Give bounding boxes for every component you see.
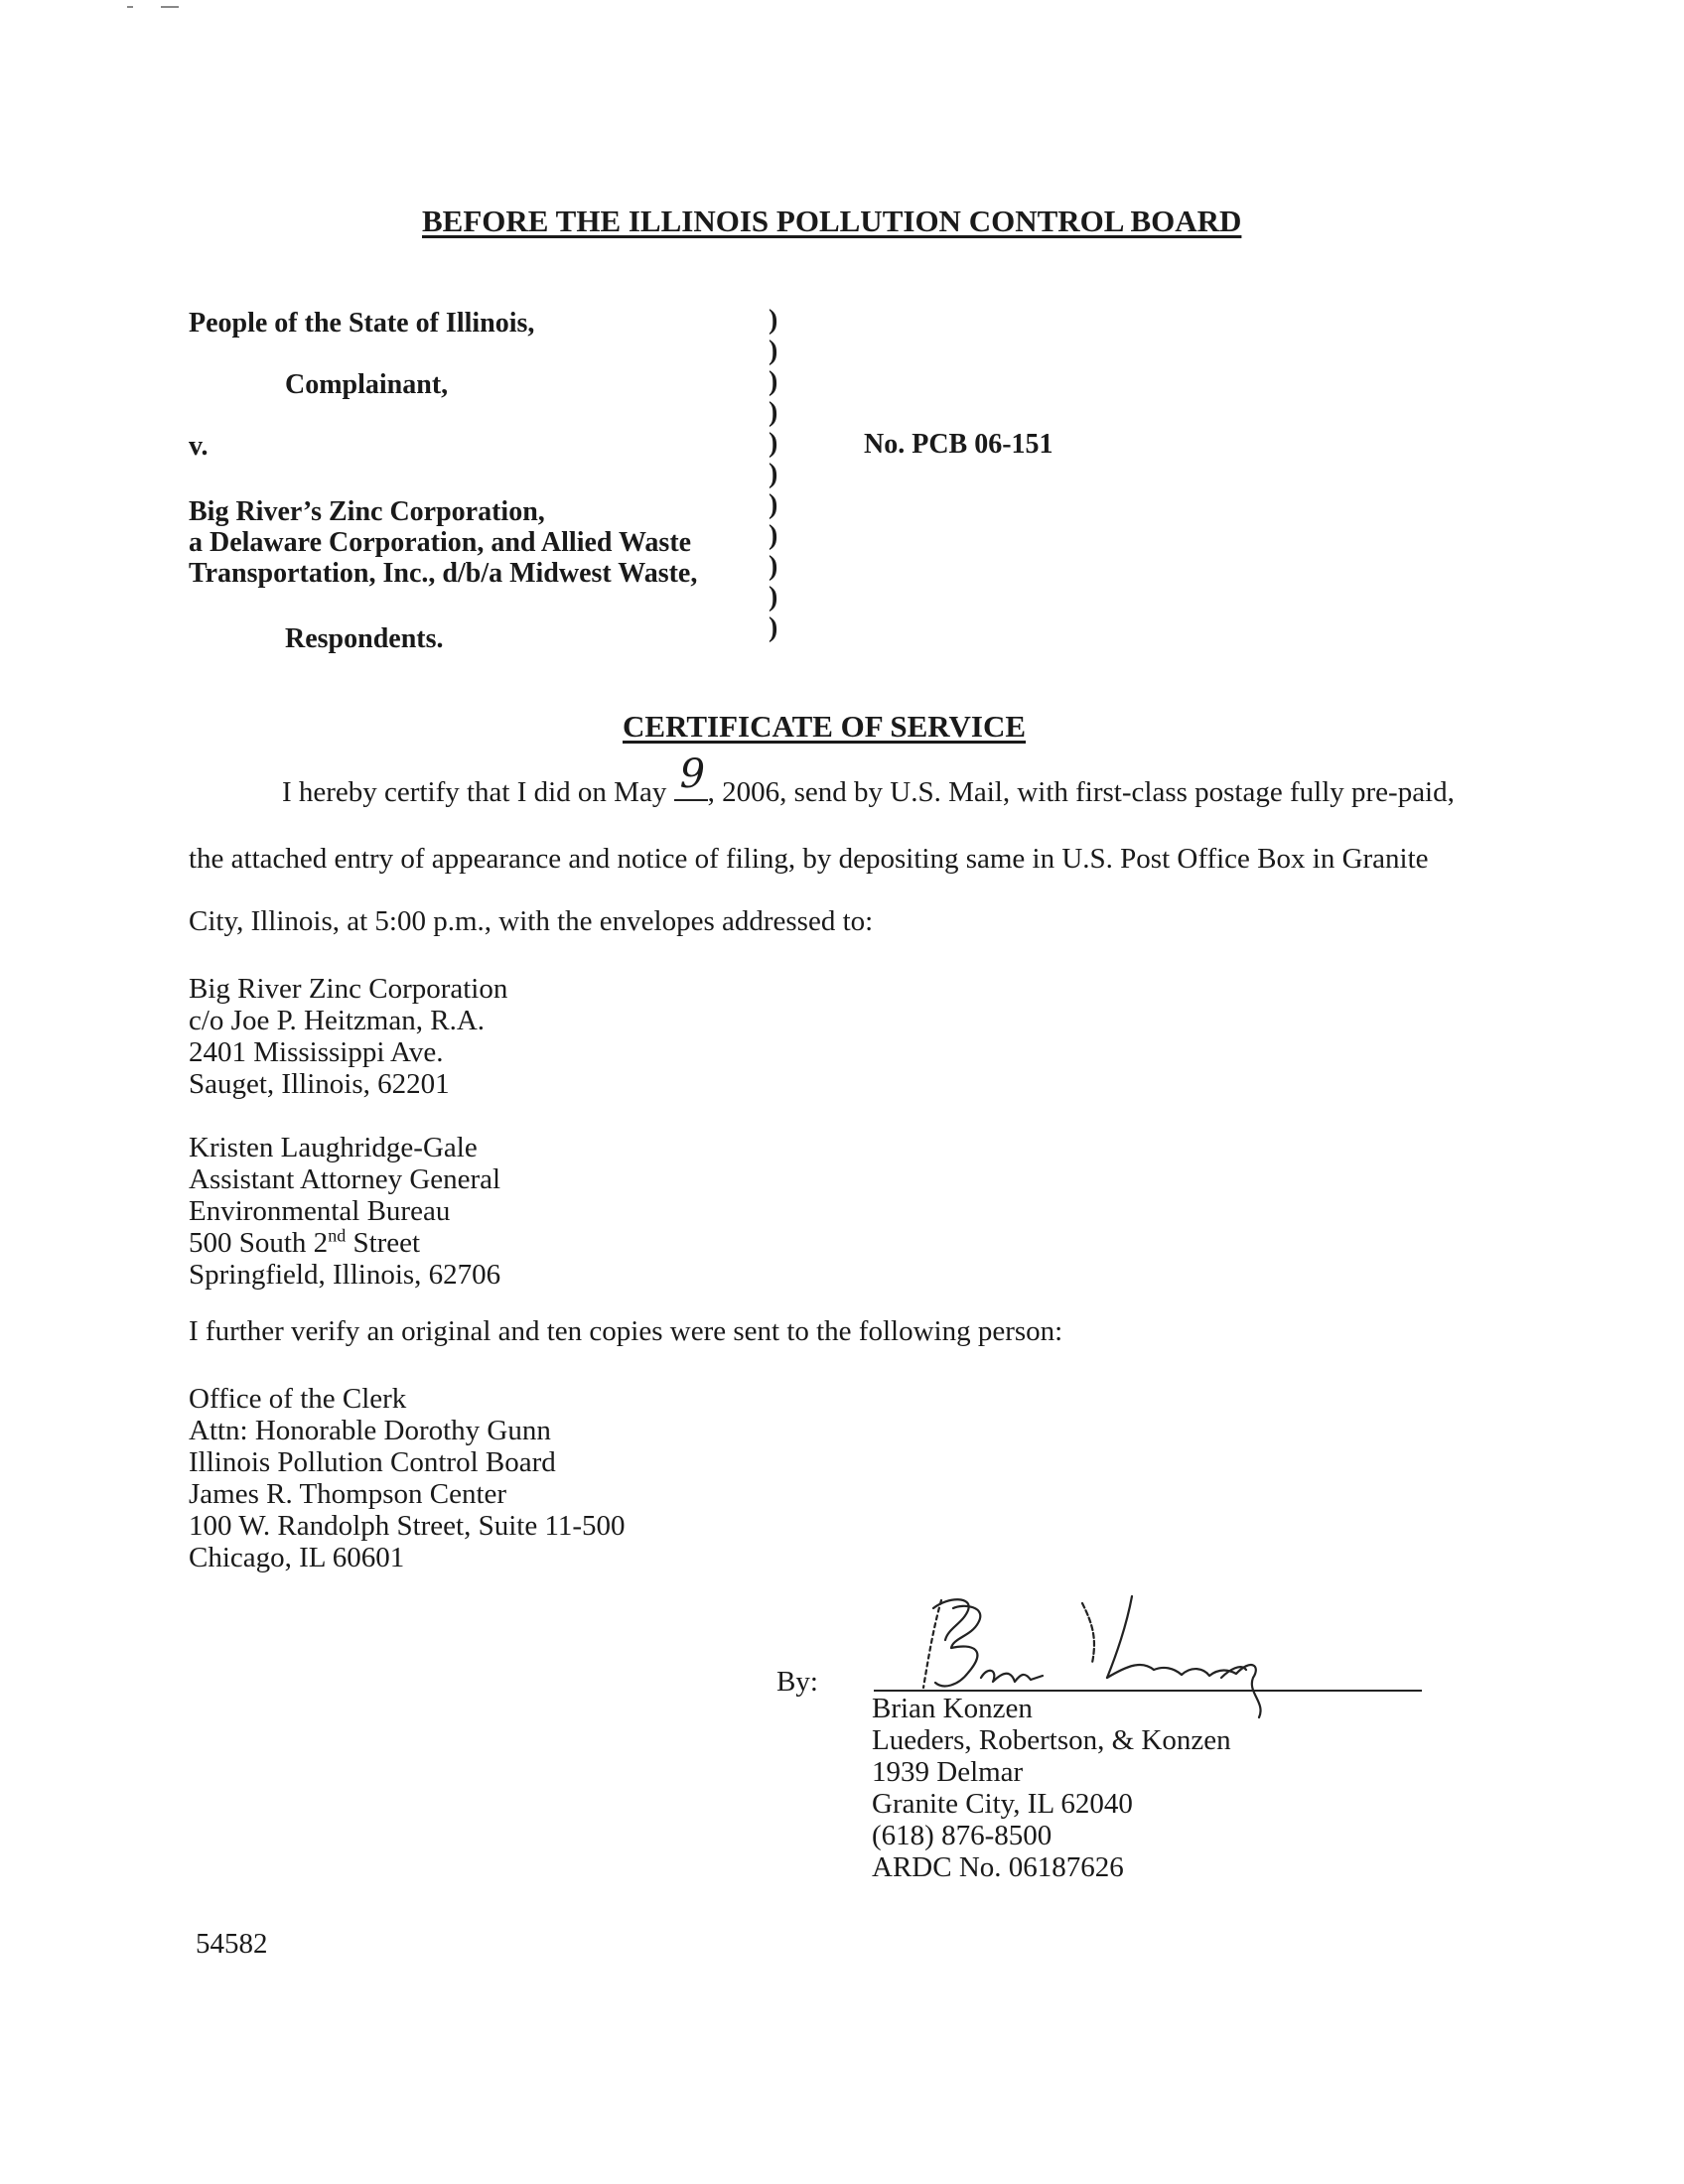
certificate-line-3: City, Illinois, at 5:00 p.m., with the envelopes addressed to: [189,905,874,937]
street-name: Street [346,1227,421,1259]
caption-paren: ) [769,397,778,428]
by-label: By: [776,1666,818,1698]
address-line: Assistant Attorney General [189,1163,501,1195]
signature-line [874,1690,1422,1692]
caption-paren: ) [769,428,778,459]
recipient-address-big-river [189,973,507,1100]
address-line: Kristen Laughridge-Gale [189,1132,478,1163]
caption-paren: ) [769,336,778,366]
recipient-address-attorney-general [189,1132,500,1291]
address-line: Big River Zinc Corporation [189,973,508,1005]
verify-statement: I further verify an original and ten copies were sent to the following person: [189,1315,1063,1347]
caption-role-respondents: Respondents. [285,623,444,654]
address-line: Environmental Bureau [189,1195,451,1227]
signer-street: 1939 Delmar [872,1756,1024,1788]
address-line: 100 W. Randolph Street, Suite 11-500 [189,1510,626,1542]
caption-role-complainant: Complainant, [285,369,449,400]
caption-paren: ) [769,520,778,551]
signer-ardc: ARDC No. 06187626 [872,1851,1124,1883]
address-line: c/o Joe P. Heitzman, R.A. [189,1005,486,1036]
signer-city: Granite City, IL 62040 [872,1788,1133,1820]
signer-name: Brian Konzen [872,1693,1033,1724]
street-number: 500 South 2 [189,1227,329,1259]
clerk-address [189,1383,626,1573]
caption-party-respondent-line2: a Delaware Corporation, and Allied Waste [189,527,692,558]
caption-parentheses-column [769,305,777,643]
date-blank [674,751,708,801]
certificate-line-1-start: I hereby certify that I did on May [282,776,667,808]
address-line: James R. Thompson Center [189,1478,507,1510]
ordinal-suffix: nd [328,1225,347,1246]
case-number: No. PCB 06-151 [864,429,1053,460]
address-line-street [189,1227,500,1259]
address-line: Springfield, Illinois, 62706 [189,1259,501,1291]
caption-party-complainant: People of the State of Illinois, [189,308,535,339]
address-line: Chicago, IL 60601 [189,1542,405,1573]
caption-party-respondent-line3: Transportation, Inc., d/b/a Midwest Waste, [189,558,698,589]
footer-number: 54582 [196,1928,268,1960]
certificate-line-1-end: , 2006, send by U.S. Mail, with first-class postage fully pre-paid, [707,776,1455,808]
certificate-line-2: the attached entry of appearance and notice of filing, by depositing same in U.S. Post Office Box in Granite [189,843,1429,875]
caption-paren: ) [769,551,778,582]
certificate-line-1 [282,751,1455,809]
address-line: Illinois Pollution Control Board [189,1446,556,1478]
caption-paren: ) [769,582,778,613]
signature-block [872,1693,1231,1883]
caption-paren: ) [769,613,778,643]
signer-phone: (618) 876-8500 [872,1820,1052,1851]
signer-firm: Lueders, Robertson, & Konzen [872,1724,1231,1756]
caption-paren: ) [769,305,778,336]
address-line: 2401 Mississippi Ave. [189,1036,444,1068]
scan-artifact [127,6,133,8]
caption-versus: v. [189,431,209,462]
caption-paren: ) [769,459,778,489]
caption-paren: ) [769,489,778,520]
caption-party-respondent-line1: Big River’s Zinc Corporation, [189,496,545,527]
handwritten-day: 9 [679,751,706,797]
address-line: Sauget, Illinois, 62201 [189,1068,450,1100]
scan-artifact [161,6,179,8]
document-heading: BEFORE THE ILLINOIS POLLUTION CONTROL BOARD [422,204,1242,238]
address-line: Attn: Honorable Dorothy Gunn [189,1415,551,1446]
address-line: Office of the Clerk [189,1383,407,1415]
certificate-title: CERTIFICATE OF SERVICE [623,709,1027,744]
caption-paren: ) [769,366,778,397]
